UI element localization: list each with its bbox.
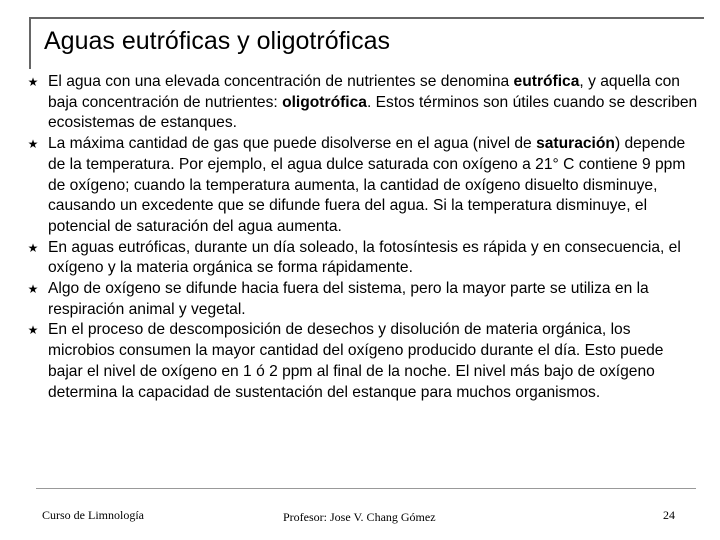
bullet-text: ) depende de la temperatura. Por ejemplo, el agua dulce saturada con oxígeno a 21° C contiene 9 ppm de oxígeno; cuando la temperatura aumenta, la cantidad de oxígeno disuelto disminuye, causando un excedente que se difunde fuera del agua. Si la temperatura disminuye, el potencial de saturación del agua aumenta. [48,135,686,235]
bullet-item [26,320,698,403]
slide-title: Aguas eutróficas y oligotróficas [44,27,391,55]
bullet-text: El agua con una elevada concentración de nutrientes se denomina [48,73,514,90]
bullet-text: , y aquella con baja concentración de nutrientes: [48,73,680,111]
bullet-text: La máxima cantidad de gas que puede disolverse en el agua (nivel de [48,135,537,153]
star-icon: ★ [27,282,39,297]
bullet-item [26,279,698,320]
footer-course: Curso de Limnología [42,508,144,522]
bullet-text: En aguas eutróficas, durante un día soleado, la fotosíntesis es rápida y en consecuencia, el oxígeno y la materia orgánica se forma rápidamente. [48,238,681,277]
bullet-text: En el proceso de descomposición de desechos y disolución de materia orgánica, los microbios consumen la mayor cantidad del oxígeno producido durante el día. Esto puede bajar el nivel de oxígeno en 1 ó 2 ppm al final de la noche. El nivel más bajo de oxígeno determina la capacidad de sustentación del estanque para muchos organismos. [48,321,664,401]
title-frame-vertical-line [29,17,31,69]
bullet-term: saturación [536,135,615,153]
footer-professor: Profesor: Jose V. Chang Gómez [283,510,436,524]
title-frame-horizontal-line [29,17,704,19]
bullet-term: oligotrófica [282,93,367,111]
bullet-text: Algo de oxígeno se difunde hacia fuera del sistema, pero la mayor parte se utiliza en la respiración animal y vegetal. [48,280,649,318]
star-icon: ★ [27,137,39,152]
bullet-list [26,72,698,403]
bullet-item [26,238,698,279]
star-icon: ★ [27,240,39,255]
footer-divider [36,488,696,489]
bullet-text: . Estos términos son útiles cuando se describen ecosistemas de estanques. [48,93,698,132]
star-icon: ★ [27,75,39,89]
bullet-item [26,134,698,238]
bullet-term: eutrófica [513,73,580,90]
page-number: 24 [663,508,675,522]
star-icon: ★ [27,323,39,338]
bullet-item [26,72,698,134]
